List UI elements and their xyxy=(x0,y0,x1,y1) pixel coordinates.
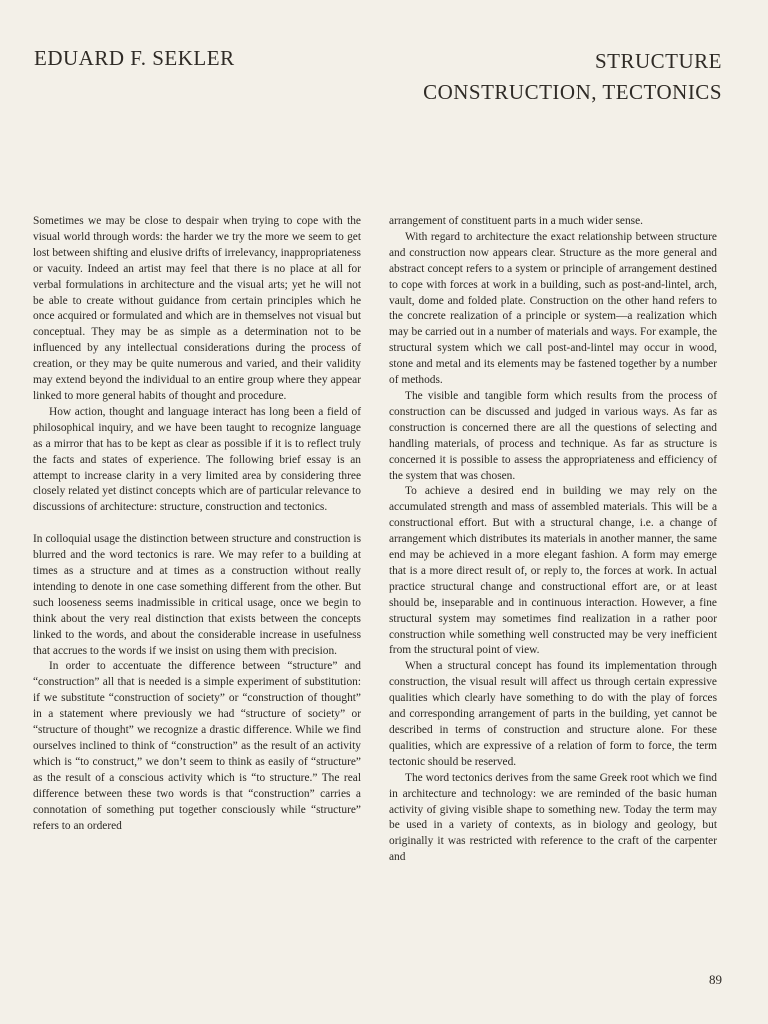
page-number: 89 xyxy=(709,972,722,987)
paragraph: The visible and tangible form which results from the process of construction can be discussed and judged in various ways. As far as construction is concerned there are all the questions of selecting and handling materials, of process and technique. As far as structure is concerned it is possible to assess the appropriateness and efficiency of the system that was chosen. xyxy=(389,389,717,482)
article-title xyxy=(423,46,722,108)
title-line-1: STRUCTURE xyxy=(594,49,722,73)
paragraph: Sometimes we may be close to despair when trying to cope with the visual world through words: the harder we try the more we seem to get lost between shifting and elusive drifts of irrelevancy, inappropriateness or vacuity. Indeed an artist may feel that there is no place at all for verbal formulations in architecture and the visual arts; yet he will not be able to create without guidance from certain principles which he once acquired or formulated and which are in themselves not visual but conceptual. They may be as simple as a determination not to be influenced by any intellectual considerations during the process of creation, or they may be quite numerous and varied, and their validity may extend beyond the individual to an entire group where they appear linked to more general habits of thought and procedure. xyxy=(33,215,361,402)
author-name: EDUARD F. SEKLER xyxy=(34,46,235,70)
paragraph: To achieve a desired end in building we may rely on the accumulated strength and mass of assembled materials. This will be a constructional effort. But with a structural change, i.e. a change of arrangement which distributes its materials in another manner, the same end may be achieved in a more elegant fashion. A form may emerge that is a more direct result of, or reply to, the forces at work. In actual practice structural change and constructional effort are, or at least should be, inseparable and in continuous interaction. However, a fine structural system may sometimes find realization in a rather poor construction while something well constructed may be very inefficient from the structural point of view. xyxy=(389,485,717,657)
paragraph: arrangement of constituent parts in a much wider sense. xyxy=(389,215,643,227)
paragraph: How action, thought and language interact has long been a field of philosophical inquiry, and we have been taught to recognize language as a mirror that has to be kept as clear as possible if it is to reflect truly the facts and states of experience. The following brief essay is an attempt to increase clarity in a very limited area by considering three closely related yet distinct concepts which are of particular relevance to discussions of architecture: structure, construction and tectonics. xyxy=(33,405,361,514)
paragraph: With regard to architecture the exact relationship between structure and construction now appears clear. Structure as the more general and abstract concept refers to a system or principle of arrangement destined to cope with forces at work in a building, such as post-and-lintel, arch, vault, dome and folded plate. Construction on the other hand refers to the concrete realization of a principle or system—a realization which may be carried out in a number of materials and ways. For example, the structural system which we call post-and-lintel may occur in wood, stone and metal and its elements may be fastened together by a number of methods. xyxy=(389,230,717,387)
paragraph: In colloquial usage the distinction between structure and construction is blurred and the word tectonics is rare. We may refer to a building at times as a structure and at times as a construction without really intending to denote in one case something different from the other. But such looseness seems inadmissible in critical usage, once we begin to think about the very real distinction that exists between the concepts linked to the words, and about the considerable increase in usefulness that accrues to the words if we insist on using them with precision. xyxy=(33,533,361,657)
title-line-2: CONSTRUCTION, TECTONICS xyxy=(423,80,722,104)
right-column xyxy=(389,214,717,866)
left-column xyxy=(33,214,361,834)
paragraph: In order to accentuate the difference between “structure” and “construction” all that is needed is a simple experiment of substitution: if we substitute “construction of society” or “construction of thought” in a statement where previously we had “structure of society” or “structure of thought” we recognize a drastic difference. While we find ourselves inclined to think of “construction” as the result of an activity which is “to construct,” we don’t seem to think as easily of “structure” as the result of a conscious activity which is “to structure.” The real difference between these two words is that “construction” carries a connotation of something put together consciously while “structure” refers to an ordered xyxy=(33,660,361,832)
paragraph: The word tectonics derives from the same Greek root which we find in architecture and technology: we are reminded of the basic human activity of giving visible shape to something new. Today the term may be used in a variety of contexts, as in biology and geology, but originally it was restricted with reference to the craft of the carpenter and xyxy=(389,771,717,864)
paragraph: When a structural concept has found its implementation through construction, the visual result will affect us through certain expressive qualities which clearly have something to do with the play of forces and corresponding arrangement of parts in the building, yet cannot be described in terms of construction and structure alone. For these qualities, which are expressive of a relation of form to force, the term tectonic should be reserved. xyxy=(389,660,717,768)
